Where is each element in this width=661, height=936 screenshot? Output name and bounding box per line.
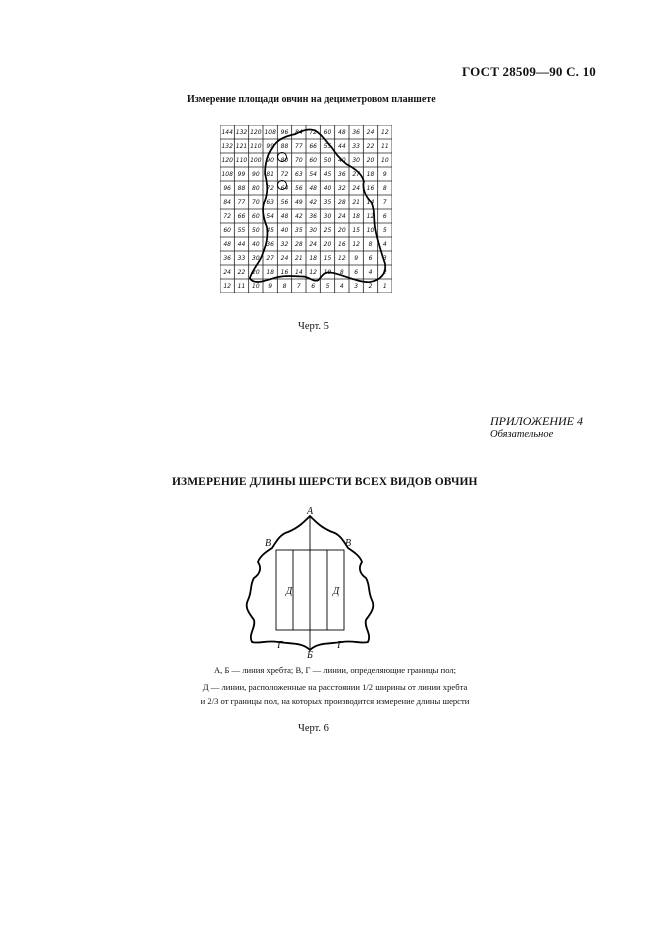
grid-cell-value: 48 xyxy=(338,129,346,136)
grid-cell-value: 120 xyxy=(221,157,233,164)
grid-cell-value: 10 xyxy=(252,283,260,290)
grid-cell-value: 3 xyxy=(354,283,359,290)
grid-cell-value: 30 xyxy=(352,157,360,164)
grid-cell-value: 20 xyxy=(366,157,375,164)
grid-cell-value: 60 xyxy=(252,213,260,220)
grid-cell-value: 63 xyxy=(295,171,303,178)
letter-v-right: В xyxy=(344,538,352,549)
grid-cell-value: 48 xyxy=(280,213,289,220)
grid-cell-value: 40 xyxy=(338,157,346,164)
section-title: ИЗМЕРЕНИЕ ДЛИНЫ ШЕРСТИ ВСЕХ ВИДОВ ОВЧИН xyxy=(172,476,478,488)
page-header: ГОСТ 28509—90 С. 10 xyxy=(462,64,596,79)
grid-cell-value: 45 xyxy=(266,227,274,234)
grid-cell-value: 77 xyxy=(237,199,246,206)
grid-cell-value: 12 xyxy=(366,213,375,220)
grid-cell-value: 12 xyxy=(223,283,231,290)
grid-cell-value: 14 xyxy=(366,199,375,206)
grid-cell-value: 35 xyxy=(295,227,303,234)
grid-cell-value: 30 xyxy=(309,227,317,234)
grid-cell-value: 100 xyxy=(250,157,262,164)
fraction-two-thirds: 2/3 xyxy=(207,696,219,706)
letter-b: Б xyxy=(307,650,313,658)
grid-cell-value: 16 xyxy=(280,269,289,276)
grid-cell-value: 27 xyxy=(266,255,274,262)
grid-cell-value: 90 xyxy=(266,157,274,164)
grid-cell-value: 24 xyxy=(352,185,360,192)
grid-cell-value: 11 xyxy=(381,143,389,150)
letter-d-right: Д xyxy=(332,586,340,597)
grid-cell-value: 72 xyxy=(266,185,274,192)
grid-cell-value: 108 xyxy=(264,129,276,136)
decimeter-grid-figure xyxy=(220,125,392,293)
grid-cell-value: 5 xyxy=(325,283,330,290)
grid-cell-value: 21 xyxy=(295,255,303,262)
grid-cell-value: 144 xyxy=(221,129,233,136)
grid-cell-value: 27 xyxy=(352,171,360,178)
grid-cell-value: 55 xyxy=(323,143,332,150)
grid-cell-value: 24 xyxy=(366,129,375,136)
grid-cell-value: 36 xyxy=(352,129,360,136)
grid-cell-value: 6 xyxy=(382,213,387,220)
grid-cell-value: 40 xyxy=(323,185,332,192)
grid-cell-value: 24 xyxy=(280,255,289,262)
grid-cell-value: 120 xyxy=(250,129,262,136)
letter-d-left: Д xyxy=(285,586,293,597)
grid-cell-value: 40 xyxy=(252,241,260,248)
grid-cell-value: 54 xyxy=(309,171,317,178)
grid-cell-value: 14 xyxy=(295,269,303,276)
grid-cell-value: 132 xyxy=(235,129,248,136)
grid-lines xyxy=(220,125,392,293)
grid-cell-value: 21 xyxy=(352,199,360,206)
grid-cell-value: 66 xyxy=(237,213,246,220)
grid-cell-value: 5 xyxy=(382,227,387,234)
grid-cell-value: 18 xyxy=(352,213,360,220)
grid-cell-value: 44 xyxy=(237,241,246,248)
grid-cell-value: 24 xyxy=(338,213,346,220)
grid-cell-value: 24 xyxy=(223,269,231,276)
grid-cell-value: 7 xyxy=(296,283,301,290)
grid-cell-value: 63 xyxy=(266,199,274,206)
grid-cell-value: 20 xyxy=(252,269,260,276)
grid-cell-value: 72 xyxy=(223,213,231,220)
grid-cell-value: 132 xyxy=(221,143,233,150)
grid-cell-value: 88 xyxy=(237,185,246,192)
grid-cell-value: 80 xyxy=(252,185,260,192)
grid-cell-value: 16 xyxy=(338,241,346,248)
grid-cell-value: 15 xyxy=(352,227,360,234)
appendix-status: Обязательное xyxy=(490,429,554,440)
grid-cell-value: 50 xyxy=(323,157,332,164)
grid-cell-value: 4 xyxy=(382,241,387,248)
grid-cell-value: 66 xyxy=(309,143,317,150)
grid-cell-value: 9 xyxy=(354,255,359,262)
grid-cell-value: 60 xyxy=(309,157,317,164)
grid-cell-value: 10 xyxy=(366,227,375,234)
grid-cell-value: 33 xyxy=(237,255,246,262)
grid-cell-value: 8 xyxy=(368,241,373,248)
grid-cell-value: 28 xyxy=(338,199,346,206)
appendix-label: ПРИЛОЖЕНИЕ 4 xyxy=(490,414,583,428)
grid-cell-value: 54 xyxy=(266,213,274,220)
grid-cell-value: 30 xyxy=(323,213,332,220)
grid-cell-value: 42 xyxy=(309,199,317,206)
grid-cell-value: 84 xyxy=(223,199,231,206)
grid-cell-value: 72 xyxy=(309,129,317,136)
grid-cell-value: 36 xyxy=(309,213,317,220)
grid-cell-value: 28 xyxy=(295,241,303,248)
grid-cell-value: 20 xyxy=(338,227,346,234)
grid-cell-value: 30 xyxy=(252,255,260,262)
grid-cell-value: 9 xyxy=(382,171,387,178)
grid-cell-value: 36 xyxy=(338,171,346,178)
fraction-half: 1/2 xyxy=(362,682,374,692)
grid-cell-value: 84 xyxy=(295,129,303,136)
grid-cell-value: 80 xyxy=(280,157,289,164)
grid-cell-value: 10 xyxy=(381,157,389,164)
grid-cell-value: 88 xyxy=(280,143,289,150)
grid-cell-value: 81 xyxy=(266,171,274,178)
grid-cell-value: 25 xyxy=(323,227,332,234)
grid-cell-value: 35 xyxy=(323,199,332,206)
grid-cell-value: 32 xyxy=(280,241,289,248)
grid-cell-value: 9 xyxy=(268,283,273,290)
grid-cell-value: 48 xyxy=(309,185,317,192)
grid-cell-value: 55 xyxy=(237,227,246,234)
grid-cell-value: 60 xyxy=(323,129,332,136)
grid-cell-value: 11 xyxy=(237,283,246,290)
grid-cell-value: 45 xyxy=(323,171,332,178)
grid-cell-value: 12 xyxy=(309,269,317,276)
legend-line-3: и 2/3 от границы пол, на которых производится измерение длины шерсти xyxy=(200,696,470,706)
grid-cell-value: 42 xyxy=(295,213,303,220)
grid-cell-value: 44 xyxy=(338,143,346,150)
grid-cell-value: 4 xyxy=(339,283,344,290)
legend-line-2: Д — линии, расположенные на расстоянии 1/2 ширины от линии хребта xyxy=(202,682,468,692)
grid-cell-value: 18 xyxy=(366,171,375,178)
letter-g-left: Г xyxy=(277,640,283,651)
grid-cell-value: 7 xyxy=(382,199,387,206)
letter-g-right: Г xyxy=(337,640,343,651)
grid-cell-value: 15 xyxy=(323,255,332,262)
grid-cell-value: 40 xyxy=(280,227,289,234)
grid-cell-value: 110 xyxy=(235,157,248,164)
grid-cell-value: 36 xyxy=(266,241,274,248)
grid-cell-value: 33 xyxy=(352,143,360,150)
grid-cell-value: 72 xyxy=(280,171,289,178)
legend-line-1: А, Б — линия хребта; В, Г — линии, определяющие границы пол; xyxy=(213,665,457,675)
grid-cell-value: 32 xyxy=(338,185,346,192)
grid-cell-value: 56 xyxy=(295,185,303,192)
grid-cell-value: 96 xyxy=(280,129,289,136)
grid-cell-value: 6 xyxy=(311,283,316,290)
grid-cell-value: 96 xyxy=(223,185,231,192)
grid-cell-value: 48 xyxy=(223,241,231,248)
grid-cell-value: 64 xyxy=(280,185,289,192)
grid-cell-value: 77 xyxy=(295,143,303,150)
grid-cell-value: 36 xyxy=(223,255,231,262)
grid-cell-value: 60 xyxy=(223,227,231,234)
grid-cell-value: 8 xyxy=(282,283,287,290)
grid-cell-value: 49 xyxy=(295,199,303,206)
grid-cell-value: 121 xyxy=(235,143,248,150)
grid-cell-value: 8 xyxy=(382,185,387,192)
grid-cell-value: 4 xyxy=(368,269,373,276)
grid-cell-value: 3 xyxy=(382,255,387,262)
grid-cell-value: 56 xyxy=(280,199,289,206)
grid-cell-value: 18 xyxy=(266,269,274,276)
grid-cell-value: 22 xyxy=(237,269,246,276)
grid-cell-value: 70 xyxy=(295,157,303,164)
grid-cell-value: 99 xyxy=(237,171,246,178)
letter-a: А xyxy=(306,506,314,517)
grid-cell-value: 16 xyxy=(366,185,375,192)
grid-cell-value: 8 xyxy=(339,269,344,276)
letter-v-left: В xyxy=(264,538,272,549)
figure6-caption: Черт. 6 xyxy=(298,723,329,734)
grid-cell-value: 6 xyxy=(354,269,359,276)
grid-cell-value: 22 xyxy=(366,143,375,150)
grid-cell-value: 24 xyxy=(309,241,317,248)
grid-cell-value: 6 xyxy=(368,255,373,262)
grid-cell-value: 12 xyxy=(352,241,360,248)
grid-cell-value: 90 xyxy=(252,171,260,178)
grid-cell-value: 10 xyxy=(323,269,332,276)
grid-cell-value: 2 xyxy=(382,269,387,276)
figure5-caption: Черт. 5 xyxy=(298,321,329,332)
grid-cell-value: 18 xyxy=(309,255,317,262)
wool-length-figure xyxy=(240,504,380,658)
grid-cell-value: 12 xyxy=(381,129,389,136)
grid-cell-value: 99 xyxy=(266,143,274,150)
grid-cell-value: 110 xyxy=(250,143,262,150)
figure5-title: Измерение площади овчин на дециметровом планшете xyxy=(187,94,436,105)
grid-cell-value: 1 xyxy=(382,283,387,290)
grid-cell-value: 108 xyxy=(221,171,233,178)
grid-cell-value: 20 xyxy=(323,241,332,248)
grid-cell-value: 50 xyxy=(252,227,260,234)
grid-cell-value: 70 xyxy=(252,199,260,206)
grid-cell-value: 2 xyxy=(368,283,373,290)
grid-cell-value: 12 xyxy=(338,255,346,262)
